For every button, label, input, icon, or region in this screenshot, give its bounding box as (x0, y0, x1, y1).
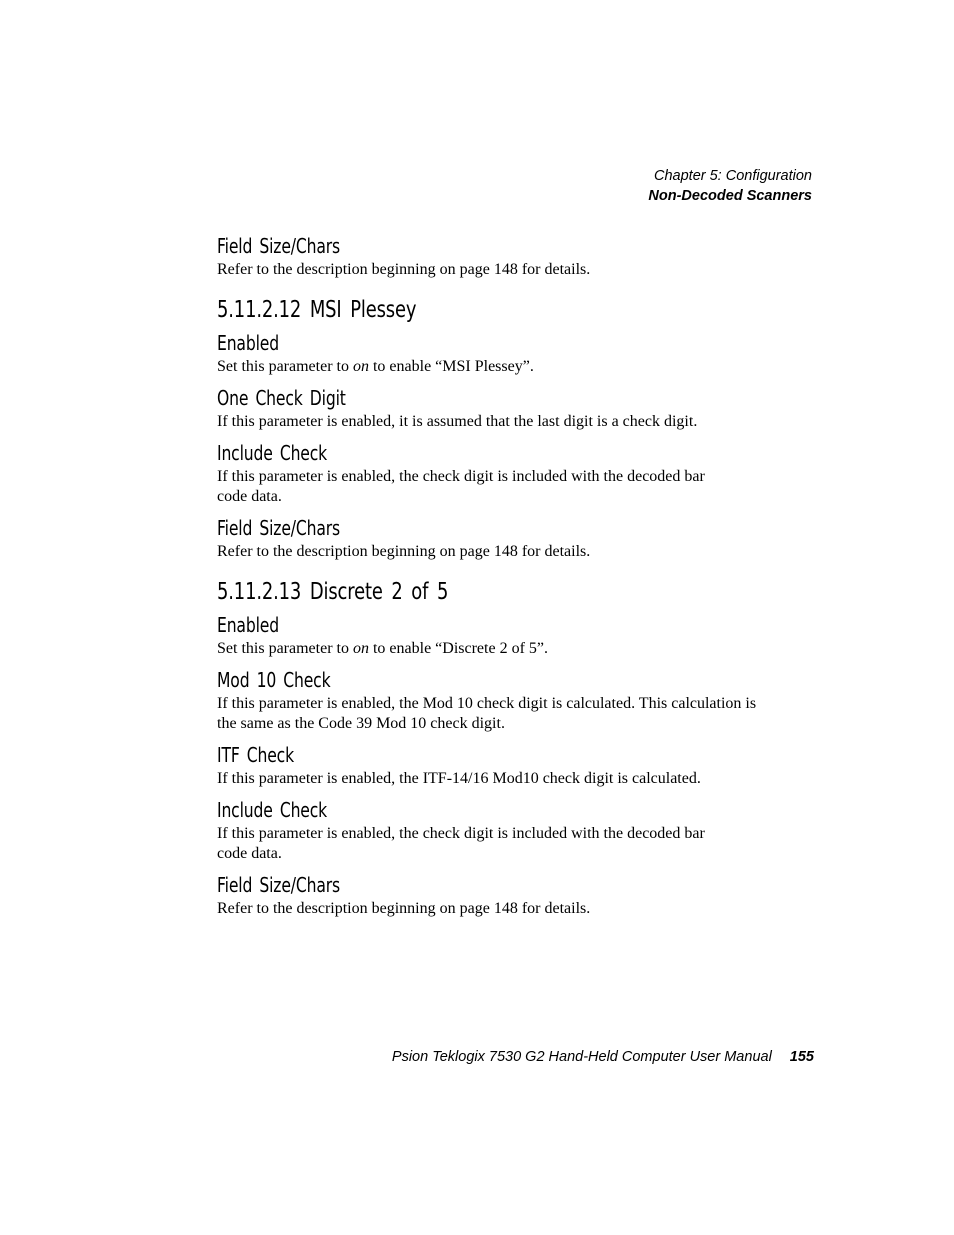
field-size-text: Refer to the description beginning on page 148 for details. (217, 900, 591, 917)
msi-enabled-text: Set this parameter to on to enable “MSI Plessey”. (217, 358, 534, 375)
d25-enabled-heading: Enabled (217, 613, 279, 637)
field-size-heading: Field Size/Chars (217, 873, 340, 897)
running-header (648, 166, 812, 206)
running-footer (392, 1047, 814, 1067)
one-check-digit-heading: One Check Digit (217, 386, 346, 410)
msi-enabled-heading: Enabled (217, 331, 279, 355)
manual-title: Psion Teklogix 7530 G2 Hand-Held Computer User Manual (391, 1049, 772, 1065)
mod10-check-text: If this parameter is enabled, the Mod 10 check digit is calculated. This calculation is the same as the Code 39 Mod 10 check digit. (217, 695, 757, 732)
msi-include-check-heading: Include Check (217, 441, 328, 465)
d25-include-check-text: If this parameter is enabled, the check digit is included with the decoded bar code data. (217, 825, 705, 862)
mod10-check-heading: Mod 10 Check (217, 668, 331, 692)
field-size-text: Refer to the description beginning on page 148 for details. (217, 543, 591, 560)
page-content (217, 232, 797, 919)
msi-plessey-heading: 5.11.2.12 MSI Plessey (217, 297, 417, 323)
msi-include-check-text: If this parameter is enabled, the check digit is included with the decoded bar code data. (217, 468, 705, 505)
chapter-title: Chapter 5: Configuration (654, 168, 812, 184)
itf-check-text: If this parameter is enabled, the ITF-14/16 Mod10 check digit is calculated. (217, 770, 701, 787)
d25-include-check-heading: Include Check (217, 798, 328, 822)
one-check-digit-text: If this parameter is enabled, it is assumed that the last digit is a check digit. (217, 413, 698, 430)
page-number: 155 (789, 1049, 814, 1065)
d25-enabled-text: Set this parameter to on to enable “Discrete 2 of 5”. (217, 640, 548, 657)
field-size-text: Refer to the description beginning on page 148 for details. (217, 261, 591, 278)
field-size-heading: Field Size/Chars (217, 234, 340, 258)
field-size-heading: Field Size/Chars (217, 516, 340, 540)
itf-check-heading: ITF Check (217, 743, 294, 767)
discrete-2-of-5-heading: 5.11.2.13 Discrete 2 of 5 (217, 579, 449, 605)
section-title: Non-Decoded Scanners (648, 188, 812, 204)
